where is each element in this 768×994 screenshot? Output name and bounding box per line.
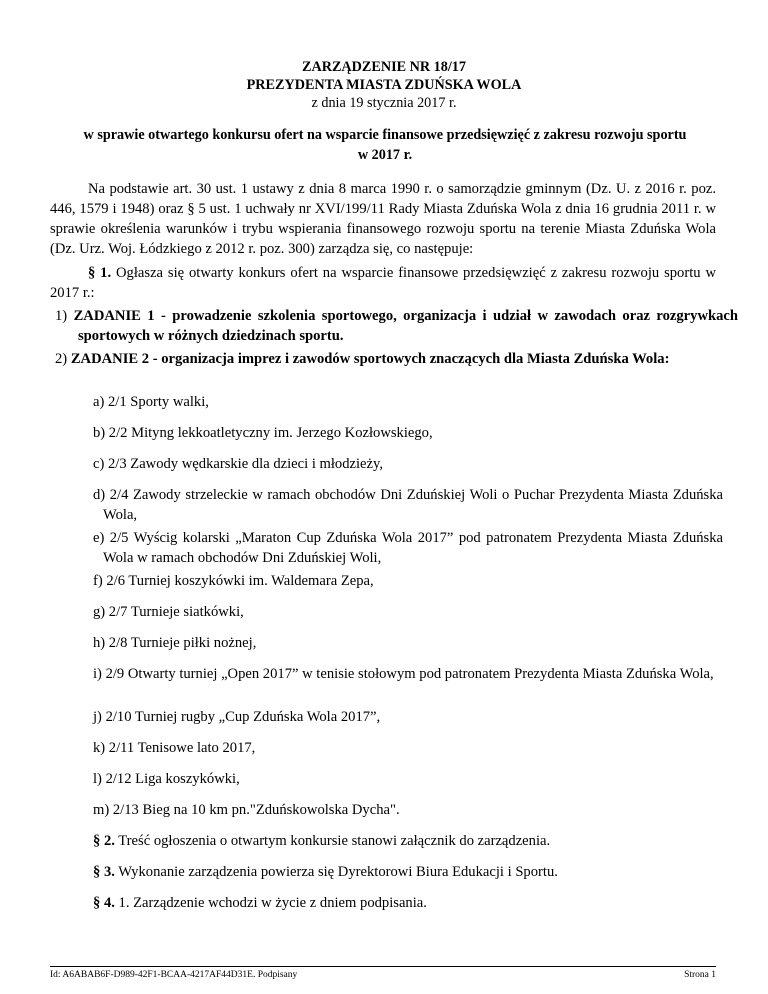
- list-item: i) 2/9 Otwarty turniej „Open 2017” w tenisie stołowym pod patronatem Prezydenta Miasta Zduńska Wola,: [93, 666, 714, 682]
- section-2-text: Treść ogłoszenia o otwartym konkursie stanowi załącznik do zarządzenia.: [118, 833, 551, 849]
- task-2-text: ZADANIE 2 - organizacja imprez i zawodów sportowych znaczących dla Miasta Zduńska Wola:: [70, 351, 670, 367]
- list-item: b) 2/2 Mityng lekkoatletyczny im. Jerzego Kozłowskiego,: [93, 425, 433, 441]
- list-item: g) 2/7 Turnieje siatkówki,: [93, 604, 244, 620]
- list-item: f) 2/6 Turniej koszykówki im. Waldemara Zepa,: [93, 573, 374, 589]
- task-1-number: 1): [55, 308, 68, 324]
- list-item: l) 2/12 Liga koszykówki,: [93, 771, 240, 787]
- list-item: a) 2/1 Sporty walki,: [93, 394, 209, 410]
- section-3-label: § 3.: [93, 864, 115, 880]
- footer-document-id: Id: A6ABAB6F-D989-42F1-BCAA-4217AF44D31E. Podpisany: [50, 970, 298, 980]
- list-item: d) 2/4 Zawody strzeleckie w ramach obchodów Dni Zduńskiej Woli o Puchar Prezydenta Miasta Zduńska Wola,: [93, 487, 723, 523]
- footer-page-number: Strona 1: [684, 970, 716, 980]
- list-item: k) 2/11 Tenisowe lato 2017,: [93, 740, 256, 756]
- section-4-label: § 4.: [93, 895, 115, 911]
- list-item: h) 2/8 Turnieje piłki nożnej,: [93, 635, 257, 651]
- preamble-paragraph: Na podstawie art. 30 ust. 1 ustawy z dnia 8 marca 1990 r. o samorządzie gminnym (Dz. U. z 2016 r. poz. 446, 1579 i 1948) oraz § 5 ust. 1 uchwały nr XVI/199/11 Rady Miasta Zduńska Wola z dnia 16 grudnia 2011 r. w sprawie określenia warunków i trybu wspierania finansowego rozwoju sportu na terenie Miasta Zduńska Wola (Dz. Urz. Woj. Łódzkiego z 2012 r. poz. 300) zarządza się, co następuje:: [50, 181, 716, 257]
- document-date: z dnia 19 stycznia 2017 r.: [311, 95, 457, 111]
- task-2: [55, 349, 738, 369]
- section-1-label: § 1.: [88, 265, 112, 281]
- list-item: c) 2/3 Zawody wędkarskie dla dzieci i młodzieży,: [93, 456, 384, 472]
- section-3-text: Wykonanie zarządzenia powierza się Dyrektorowi Biura Edukacji i Sportu.: [118, 864, 558, 880]
- section-1: [50, 263, 716, 303]
- task-2-number: 2): [55, 351, 68, 367]
- section-4-text: 1. Zarządzenie wchodzi w życie z dniem podpisania.: [118, 895, 427, 911]
- footer-divider: [50, 966, 716, 967]
- task-1: [55, 306, 738, 346]
- list-item: e) 2/5 Wyścig kolarski „Maraton Cup Zduńska Wola 2017” pod patronatem Prezydenta Miasta Zduńska Wola w ramach obchodów Dni Zduńskiej Woli,: [93, 530, 723, 566]
- section-2: [93, 831, 713, 851]
- section-1-text: Ogłasza się otwarty konkurs ofert na wsparcie finansowe przedsięwzięć z zakresu rozwoju sportu w 2017 r.:: [50, 265, 716, 301]
- list-item: j) 2/10 Turniej rugby „Cup Zduńska Wola 2017”,: [93, 709, 381, 725]
- document-title-line1: ZARZĄDZENIE NR 18/17: [302, 59, 466, 75]
- document-subject: w sprawie otwartego konkursu ofert na wsparcie finansowe przedsięwzięć z zakresu rozwoju sportu w 2017 r.: [83, 127, 687, 163]
- section-3: [93, 862, 713, 882]
- section-2-label: § 2.: [93, 833, 115, 849]
- document-title-line2: PREZYDENTA MIASTA ZDUŃSKA WOLA: [246, 77, 522, 93]
- task-1-text: ZADANIE 1 - prowadzenie szkolenia sportowego, organizacja i udział w zawodach oraz rozgrywkach sportowych w różnych dziedzinach sportu.: [73, 308, 738, 344]
- list-item: m) 2/13 Bieg na 10 km pn."Zduńskowolska Dycha".: [93, 802, 400, 818]
- section-4: [93, 893, 713, 913]
